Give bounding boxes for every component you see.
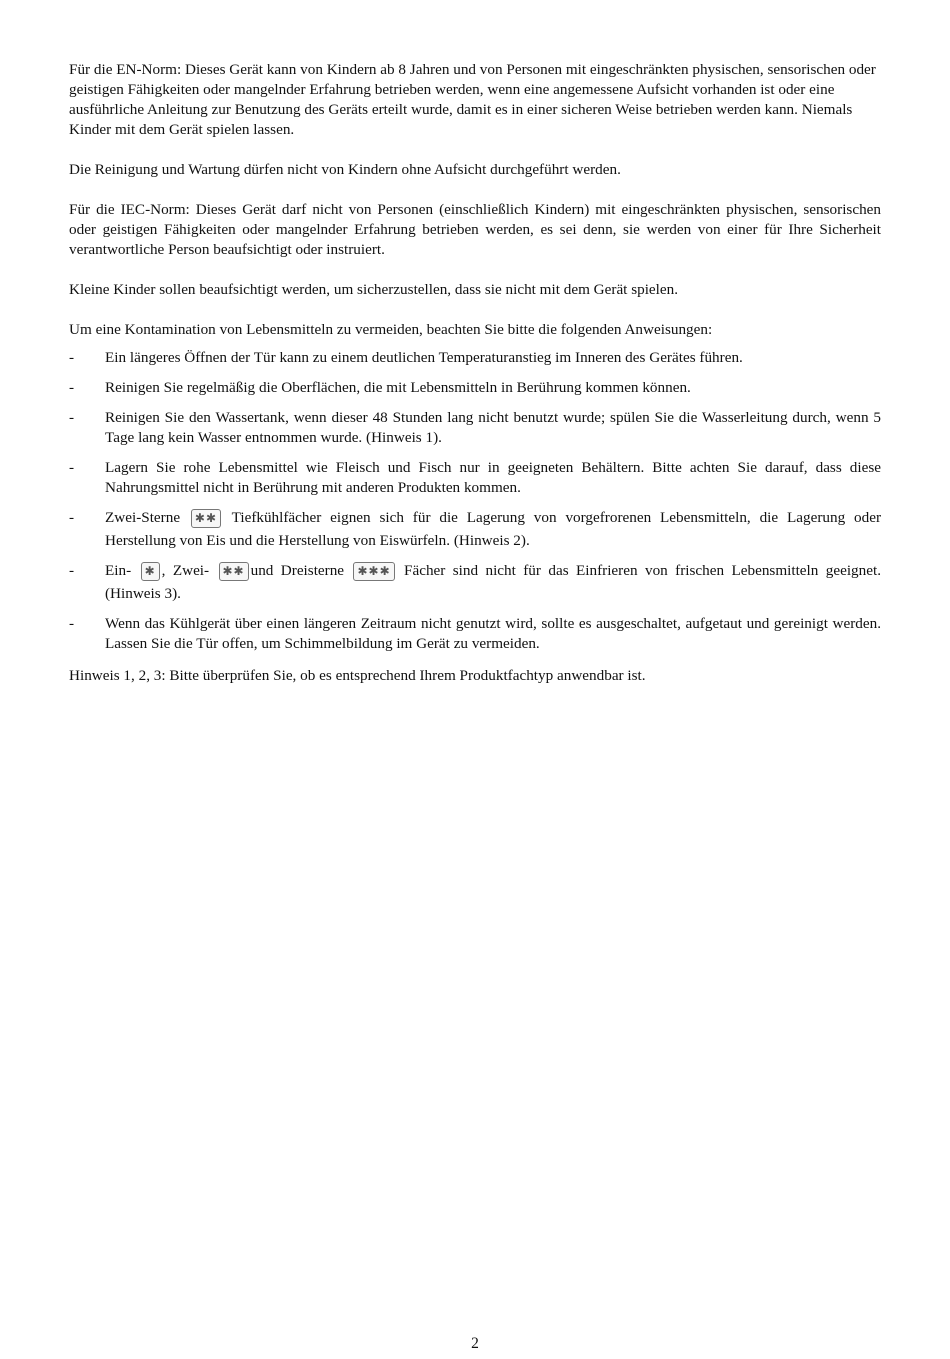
three-star-icon: ✱✱✱ — [353, 562, 394, 581]
bullet-dash: - — [69, 409, 75, 426]
iec-norm-paragraph: Für die IEC-Norm: Dieses Gerät darf nicht von Personen (einschließlich Kindern) mit eingeschränkten physischen, sensorischen oder geistigen Fähigkeiten oder mangelnder Erfahrung betrieben werden, es sei denn, sie werden von einer für Ihre Sicherheit verantwortliche Person beaufsichtigt oder instruiert. — [69, 201, 881, 258]
list-item — [69, 408, 881, 448]
two-star-label: , Zwei- — [161, 562, 210, 579]
list-item-text: Ein längeres Öffnen der Tür kann zu einem deutlichen Temperaturanstieg im Inneren des Gerätes führen. — [105, 349, 743, 366]
one-star-icon: ✱ — [141, 562, 160, 581]
hinweis-paragraph: Hinweis 1, 2, 3: Bitte überprüfen Sie, ob es entsprechend Ihrem Produktfachtyp anwendbar ist. — [69, 667, 646, 684]
list-item — [69, 348, 881, 368]
instruction-list — [69, 348, 881, 654]
list-item — [69, 614, 881, 654]
star-compartment-description: Fächer sind nicht für das Einfrieren von frischen Lebensmitteln geeignet. (Hinweis 3). — [105, 562, 882, 602]
list-item-text — [105, 562, 881, 602]
bullet-dash: - — [69, 562, 75, 579]
two-star-label: Zwei-Sterne — [105, 509, 181, 526]
en-norm-paragraph: Für die EN-Norm: Dieses Gerät kann von Kindern ab 8 Jahren und von Personen mit eingeschränkten physischen, sensorischen oder geistigen Fähigkeiten oder mangelnder Erfahrung betrieben werden, wenn eine angemessene Aufsicht vorhanden ist oder eine ausführliche Anleitung zur Benutzung des Geräts erteilt wurde, damit es in einer sicheren Weise betrieben werden kann. Niemals Kinder mit dem Gerät spielen lassen. — [69, 61, 876, 138]
bullet-dash: - — [69, 459, 75, 476]
list-item — [69, 561, 881, 604]
bullet-dash: - — [69, 379, 75, 396]
list-item — [69, 508, 881, 551]
bullet-dash: - — [69, 349, 75, 366]
one-star-label: Ein- — [105, 562, 132, 579]
kontamination-intro: Um eine Kontamination von Lebensmitteln zu vermeiden, beachten Sie bitte die folgenden Anweisungen: — [69, 321, 713, 338]
list-item-text — [105, 509, 881, 549]
list-item — [69, 378, 881, 398]
document-body — [69, 60, 881, 706]
list-item-text: Wenn das Kühlgerät über einen längeren Zeitraum nicht genutzt wird, sollte es ausgeschaltet, aufgetaut und gereinigt werden. Lassen Sie die Tür offen, um Schimmelbildung im Gerät zu vermeiden. — [105, 615, 881, 652]
reinigung-paragraph: Die Reinigung und Wartung dürfen nicht von Kindern ohne Aufsicht durchgeführt werden. — [69, 161, 621, 178]
list-item — [69, 458, 881, 498]
bullet-dash: - — [69, 615, 75, 632]
list-item-text: Reinigen Sie regelmäßig die Oberflächen, die mit Lebensmitteln in Berührung kommen können. — [105, 379, 691, 396]
two-star-description: Tiefkühlfächer eignen sich für die Lagerung von vorgefrorenen Lebensmitteln, die Lagerung oder Herstellung von Eis und die Herstellung von Eiswürfeln. (Hinweis 2). — [105, 509, 881, 549]
two-star-icon: ✱✱ — [191, 509, 221, 528]
list-item-text: Lagern Sie rohe Lebensmittel wie Fleisch und Fisch nur in geeigneten Behältern. Bitte achten Sie darauf, dass diese Nahrungsmittel nicht in Berührung mit anderen Produkten kommen. — [105, 459, 881, 496]
two-star-icon: ✱✱ — [219, 562, 249, 581]
kleine-kinder-paragraph: Kleine Kinder sollen beaufsichtigt werden, um sicherzustellen, dass sie nicht mit dem Gerät spielen. — [69, 281, 679, 298]
page-number: 2 — [471, 1335, 479, 1352]
list-item-text: Reinigen Sie den Wassertank, wenn dieser 48 Stunden lang nicht benutzt wurde; spülen Sie die Wasserleitung durch, wenn 5 Tage lang kein Wasser entnommen wurde. (Hinweis 1). — [105, 409, 881, 446]
bullet-dash: - — [69, 509, 75, 526]
three-star-label: und Dreisterne — [250, 562, 345, 579]
